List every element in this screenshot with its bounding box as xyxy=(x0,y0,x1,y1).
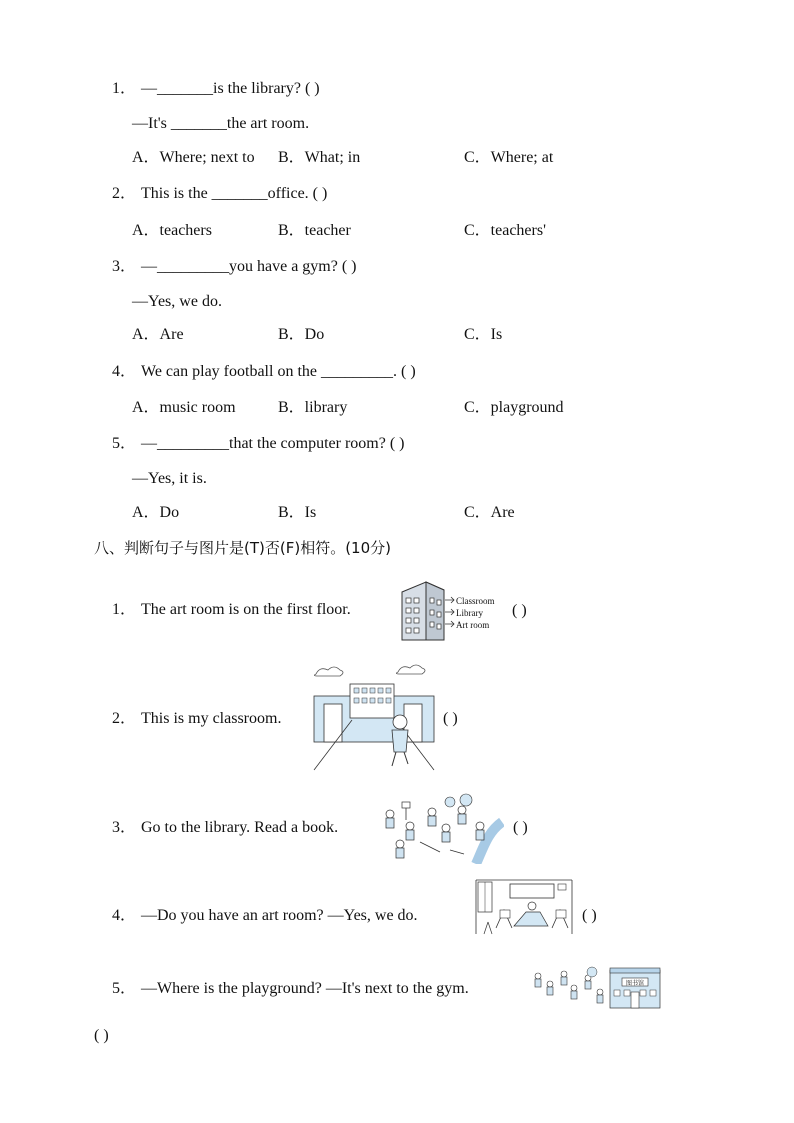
floor-label-2: Library xyxy=(456,608,483,618)
art-room-picture xyxy=(474,876,574,936)
option-a: A．Do xyxy=(132,504,180,521)
question-number: 5． xyxy=(112,435,137,452)
question-reply: —Yes, it is. xyxy=(132,470,207,487)
answer-blank[interactable]: ( ) xyxy=(513,819,528,836)
floor-label-3: Art room xyxy=(456,620,490,630)
question-number: 3． xyxy=(112,258,137,275)
question-number: 1． xyxy=(112,80,137,97)
option-c: C．Is xyxy=(464,326,503,343)
school-building-picture xyxy=(396,580,506,642)
item-sentence: Go to the library. Read a book. xyxy=(141,819,339,836)
option-a: A．teachers xyxy=(132,222,212,239)
section-heading: 八、判断句子与图片是(T)否(F)相符。(10分) xyxy=(94,539,391,557)
item-sentence: —Do you have an art room? —Yes, we do. xyxy=(141,907,418,924)
option-c: C．teachers' xyxy=(464,222,546,239)
playground-gym-picture xyxy=(530,966,662,1010)
question-stem: —_________that the computer room? ( ) xyxy=(141,435,405,452)
answer-blank[interactable]: ( ) xyxy=(582,907,597,924)
item-number: 2． xyxy=(112,710,137,727)
question-stem: —_________you have a gym? ( ) xyxy=(141,258,357,275)
question-stem: This is the _______office. ( ) xyxy=(141,185,328,202)
option-c: C．Are xyxy=(464,504,515,521)
answer-blank[interactable]: ( ) xyxy=(94,1027,109,1044)
item-number: 4． xyxy=(112,907,137,924)
question-number: 4． xyxy=(112,363,137,380)
option-c: C．Where; at xyxy=(464,149,554,166)
option-c: C．playground xyxy=(464,399,564,416)
floor-label-1: Classroom xyxy=(456,596,495,606)
gym-sign-label: 图书馆 xyxy=(625,980,645,987)
option-b: B．Do xyxy=(278,326,325,343)
item-sentence: The art room is on the first floor. xyxy=(141,601,351,618)
option-a: A．Where; next to xyxy=(132,149,255,166)
playground-children-picture xyxy=(380,792,504,864)
item-sentence: This is my classroom. xyxy=(141,710,282,727)
answer-blank[interactable]: ( ) xyxy=(512,602,527,619)
item-sentence: —Where is the playground? —It's next to the gym. xyxy=(141,980,469,997)
option-b: B．teacher xyxy=(278,222,351,239)
item-number: 5． xyxy=(112,980,137,997)
item-number: 3． xyxy=(112,819,137,836)
option-b: B．Is xyxy=(278,504,317,521)
question-number: 2． xyxy=(112,185,137,202)
question-stem: —_______is the library? ( ) xyxy=(141,80,320,97)
school-gate-picture xyxy=(312,660,436,776)
option-a: A．music room xyxy=(132,399,236,416)
answer-blank[interactable]: ( ) xyxy=(443,710,458,727)
item-number: 1． xyxy=(112,601,137,618)
option-a: A．Are xyxy=(132,326,184,343)
question-reply: —It's _______the art room. xyxy=(132,115,310,132)
option-b: B．library xyxy=(278,399,348,416)
option-b: B．What; in xyxy=(278,149,361,166)
question-stem: We can play football on the _________. ( ) xyxy=(141,363,416,380)
question-reply: —Yes, we do. xyxy=(132,293,222,310)
